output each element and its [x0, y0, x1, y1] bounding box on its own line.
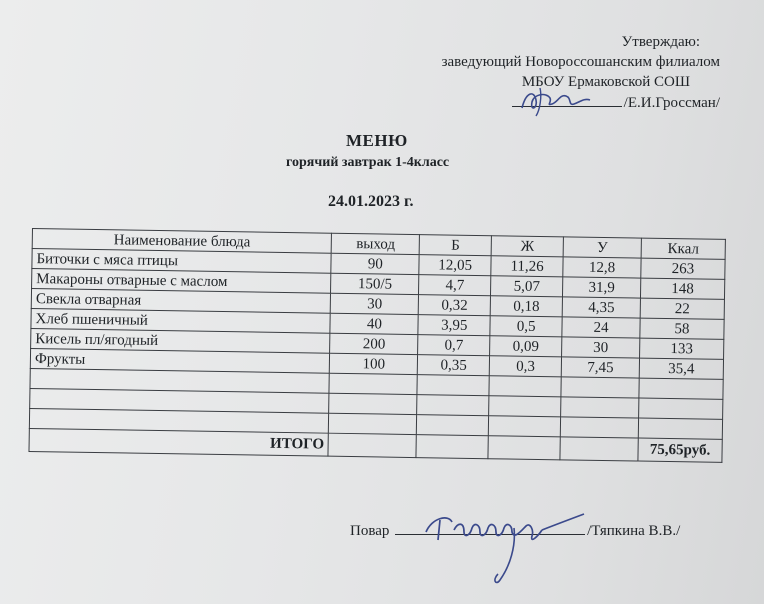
dish-carbs: 24 [562, 317, 640, 338]
menu-table [28, 228, 725, 463]
approval-signature-line [390, 92, 720, 113]
dish-portion: 100 [330, 353, 418, 374]
dish-name: Макароны отварные с маслом [32, 269, 332, 294]
dish-carbs: 4,35 [562, 297, 640, 318]
empty-cell [489, 416, 561, 437]
page-subtitle: горячий завтрак 1-4класс [286, 155, 450, 170]
empty-cell [329, 373, 417, 394]
empty-cell [561, 397, 639, 418]
approval-position: заведующий Новороссошанским филиалом [441, 54, 720, 70]
header-fat: Ж [491, 236, 563, 257]
dish-kcal: 22 [640, 298, 724, 319]
dish-portion: 90 [331, 253, 419, 274]
header-protein: Б [419, 235, 491, 256]
signature-underline [512, 92, 622, 107]
menu-date: 24.01.2023 г. [328, 193, 414, 210]
dish-kcal: 263 [641, 258, 725, 279]
dish-name: Хлеб пшеничный [31, 308, 331, 333]
cook-label: Повар [350, 523, 390, 539]
dish-portion: 150/5 [331, 273, 419, 294]
dish-fat: 0,09 [490, 336, 562, 357]
dish-kcal: 133 [640, 338, 724, 359]
cook-signature-block [350, 520, 680, 540]
total-label: ИТОГО [29, 428, 329, 456]
empty-cell [560, 437, 638, 461]
dish-fat: 5,07 [491, 276, 563, 297]
empty-cell [329, 413, 417, 434]
header-portion: выход [332, 233, 420, 254]
dish-portion: 200 [330, 333, 418, 354]
empty-cell [417, 395, 489, 416]
dish-carbs: 30 [562, 337, 640, 358]
empty-cell [489, 396, 561, 417]
empty-cell [638, 418, 722, 439]
dish-carbs: 31,9 [563, 277, 641, 298]
approval-organization: МБОУ Ермаковской СОШ [521, 74, 690, 90]
empty-cell [416, 435, 488, 459]
dish-protein: 0,7 [418, 335, 490, 356]
dish-fat: 0,5 [490, 316, 562, 337]
dish-protein: 12,05 [419, 255, 491, 276]
dish-kcal: 148 [640, 278, 724, 299]
cook-signature-underline [395, 520, 585, 535]
dish-carbs: 7,45 [561, 357, 639, 378]
dish-portion: 30 [331, 293, 419, 314]
dish-name: Кисель пл/ягодный [31, 328, 331, 353]
total-value: 75,65руб. [638, 438, 722, 462]
header-dish-name: Наименование блюда [32, 229, 332, 254]
cook-signature-icon [418, 500, 598, 590]
dish-carbs: 12,8 [563, 257, 641, 278]
cook-name: /Тяпкина В.В./ [587, 523, 681, 539]
empty-cell [417, 415, 489, 436]
dish-protein: 3,95 [418, 315, 490, 336]
empty-cell [560, 417, 638, 438]
empty-cell [489, 376, 561, 397]
empty-cell [639, 378, 723, 399]
dish-kcal: 35,4 [639, 358, 723, 379]
dish-protein: 0,32 [419, 295, 491, 316]
dish-portion: 40 [330, 313, 418, 334]
dish-name: Фрукты [30, 348, 330, 373]
empty-cell [561, 377, 639, 398]
empty-cell [328, 433, 416, 457]
page-title: МЕНЮ [346, 131, 408, 150]
header-kcal: Ккал [641, 238, 725, 259]
approval-heading: Утверждаю: [621, 34, 700, 50]
empty-cell [488, 436, 560, 460]
dish-kcal: 58 [640, 318, 724, 339]
dish-name: Свекла отварная [31, 289, 331, 314]
dish-fat: 11,26 [491, 256, 563, 277]
dish-fat: 0,18 [490, 296, 562, 317]
approval-block [390, 32, 720, 113]
approver-name: /Е.И.Гроссман/ [623, 95, 720, 111]
empty-cell [417, 375, 489, 396]
dish-fat: 0,3 [489, 356, 561, 377]
empty-cell [639, 398, 723, 419]
dish-name: Биточки с мяса птицы [32, 249, 332, 274]
empty-cell [329, 393, 417, 414]
dish-protein: 0,35 [418, 355, 490, 376]
dish-protein: 4,7 [419, 275, 491, 296]
header-carbs: У [563, 237, 641, 258]
